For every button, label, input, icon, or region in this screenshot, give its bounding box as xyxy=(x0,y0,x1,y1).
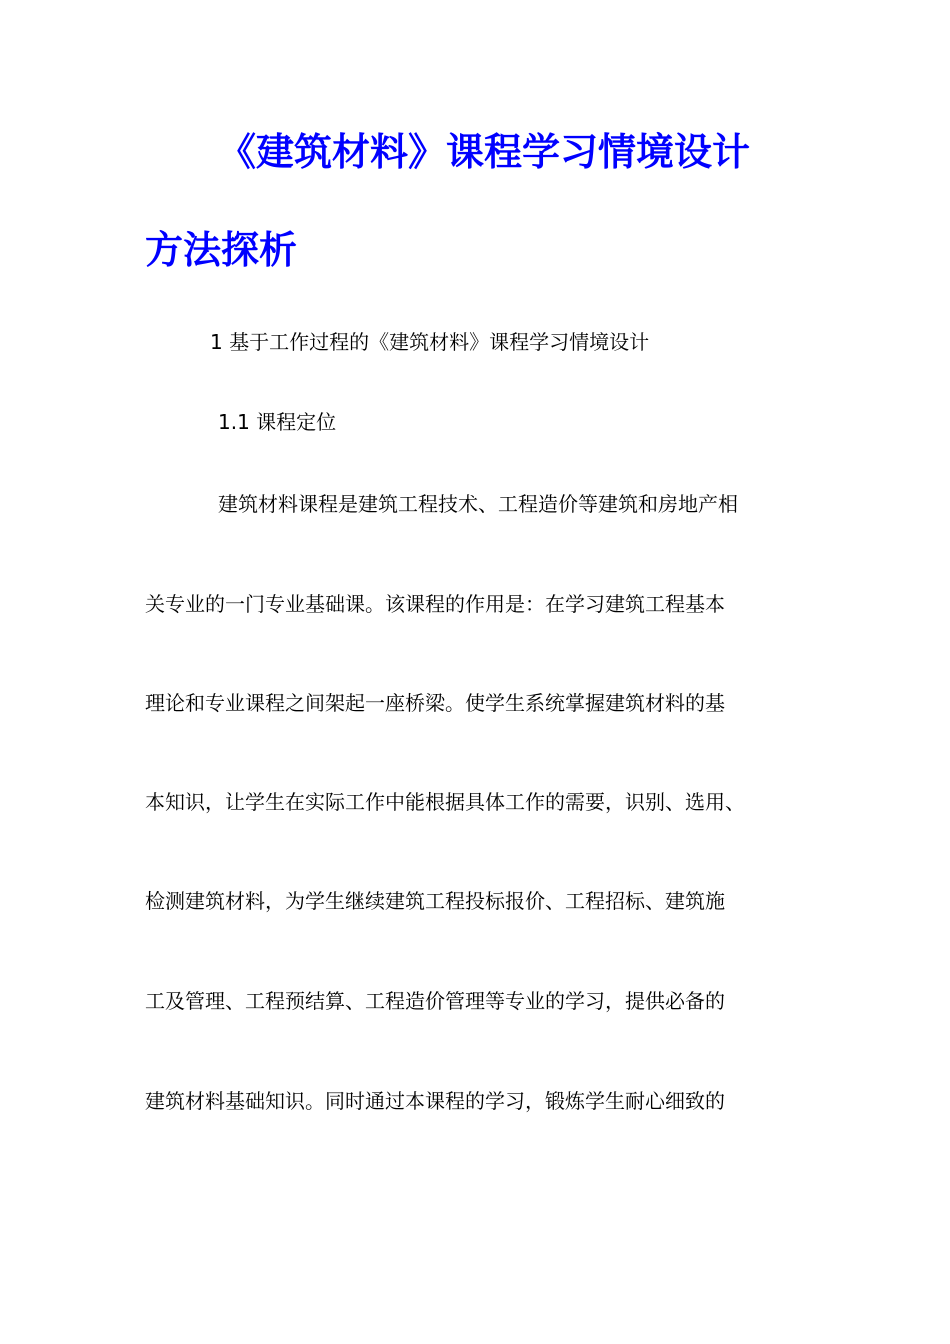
paragraph-line-1: 建筑材料课程是建筑工程技术、工程造价等建筑和房地产相 xyxy=(218,492,738,516)
paragraph-line-5: 检测建筑材料，为学生继续建筑工程投标报价、工程招标、建筑施 xyxy=(145,889,725,913)
subsection-heading: 1.1 课程定位 xyxy=(218,410,337,434)
paragraph-line-4: 本知识，让学生在实际工作中能根据具体工作的需要，识别、选用、 xyxy=(145,790,745,814)
document-title-line-1: 《建筑材料》课程学习情境设计 xyxy=(218,130,751,174)
paragraph-line-2: 关专业的一门专业基础课。该课程的作用是：在学习建筑工程基本 xyxy=(145,592,725,616)
paragraph-line-3: 理论和专业课程之间架起一座桥梁。使学生系统掌握建筑材料的基 xyxy=(145,691,725,715)
paragraph-line-7: 建筑材料基础知识。同时通过本课程的学习，锻炼学生耐心细致的 xyxy=(145,1089,725,1113)
document-title-line-2: 方法探析 xyxy=(145,228,298,272)
section-heading: 1 基于工作过程的《建筑材料》课程学习情境设计 xyxy=(210,330,650,354)
paragraph-line-6: 工及管理、工程预结算、工程造价管理等专业的学习，提供必备的 xyxy=(145,989,725,1013)
